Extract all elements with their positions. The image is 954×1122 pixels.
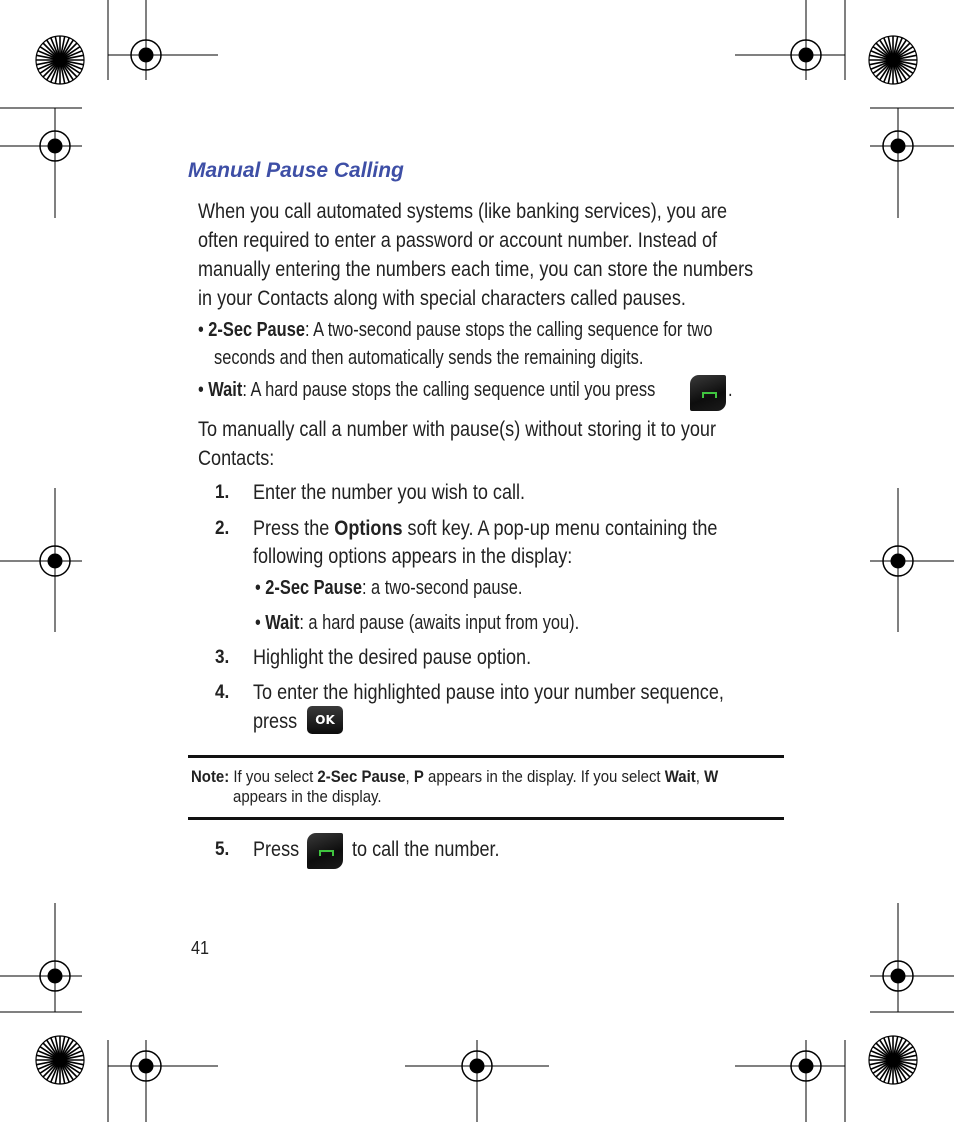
note-bottom-rule	[188, 817, 784, 820]
step-2-text: Press the Options soft key. A pop-up menu containing the	[253, 517, 718, 540]
note-label: Note:	[191, 767, 230, 786]
send-key-icon	[690, 375, 726, 411]
step-4-number: 4.	[215, 682, 230, 703]
options-soft-key-label: Options	[334, 517, 403, 540]
intro-line-2: often required to enter a password or account number. Instead of	[198, 229, 718, 252]
manual-intro-line-2: Contacts:	[198, 447, 275, 470]
step-2-number: 2.	[215, 518, 230, 539]
ok-key-icon: OK	[307, 706, 343, 734]
intro-line-4: in your Contacts along with special characters called pauses.	[198, 287, 686, 310]
note-text: Note: If you select 2-Sec Pause, P appears in the display. If you select Wait, W	[191, 767, 719, 786]
sub-bullet-2-sec-pause: • 2-Sec Pause: a two-second pause.	[255, 577, 523, 599]
bullet-2-sec-pause-line-2: seconds and then automatically sends the remaining digits.	[214, 347, 644, 369]
manual-intro-line-1: To manually call a number with pause(s) without storing it to your	[198, 418, 716, 441]
bullet-desc: : A two-second pause stops the calling sequence for two	[304, 319, 713, 341]
step-1-text: Enter the number you wish to call.	[253, 481, 526, 504]
bullet-wait-period: .	[728, 379, 733, 401]
send-key-icon	[307, 833, 343, 869]
step-5-number: 5.	[215, 839, 230, 860]
note-text-line-2: appears in the display.	[233, 787, 382, 806]
step-4-text: To enter the highlighted pause into your number sequence,	[253, 681, 724, 704]
intro-line-3: manually entering the numbers each time, you can store the numbers	[198, 258, 754, 281]
step-2-text-line-2: following options appears in the display:	[253, 545, 573, 568]
step-3-number: 3.	[215, 647, 230, 668]
step-3-text: Highlight the desired pause option.	[253, 646, 532, 669]
bullet-term: Wait	[208, 379, 243, 401]
intro-line-1: When you call automated systems (like banking services), you are	[198, 200, 727, 223]
bullet-2-sec-pause: • 2-Sec Pause: A two-second pause stops the calling sequence for two	[198, 319, 713, 341]
bullet-desc: : A hard pause stops the calling sequence until you press	[242, 379, 656, 401]
step-4-text-line-2: press	[253, 710, 298, 733]
bullet-term: 2-Sec Pause	[208, 319, 305, 341]
bullet-wait: • Wait: A hard pause stops the calling sequence until you press	[198, 379, 656, 401]
section-title: Manual Pause Calling	[188, 159, 404, 182]
step-5-text: to call the number.	[352, 838, 500, 861]
page-number: 41	[191, 938, 210, 958]
step-1-number: 1.	[215, 482, 230, 503]
note-top-rule	[188, 755, 784, 758]
step-5-press: Press	[253, 838, 300, 861]
sub-bullet-wait: • Wait: a hard pause (awaits input from you).	[255, 612, 580, 634]
